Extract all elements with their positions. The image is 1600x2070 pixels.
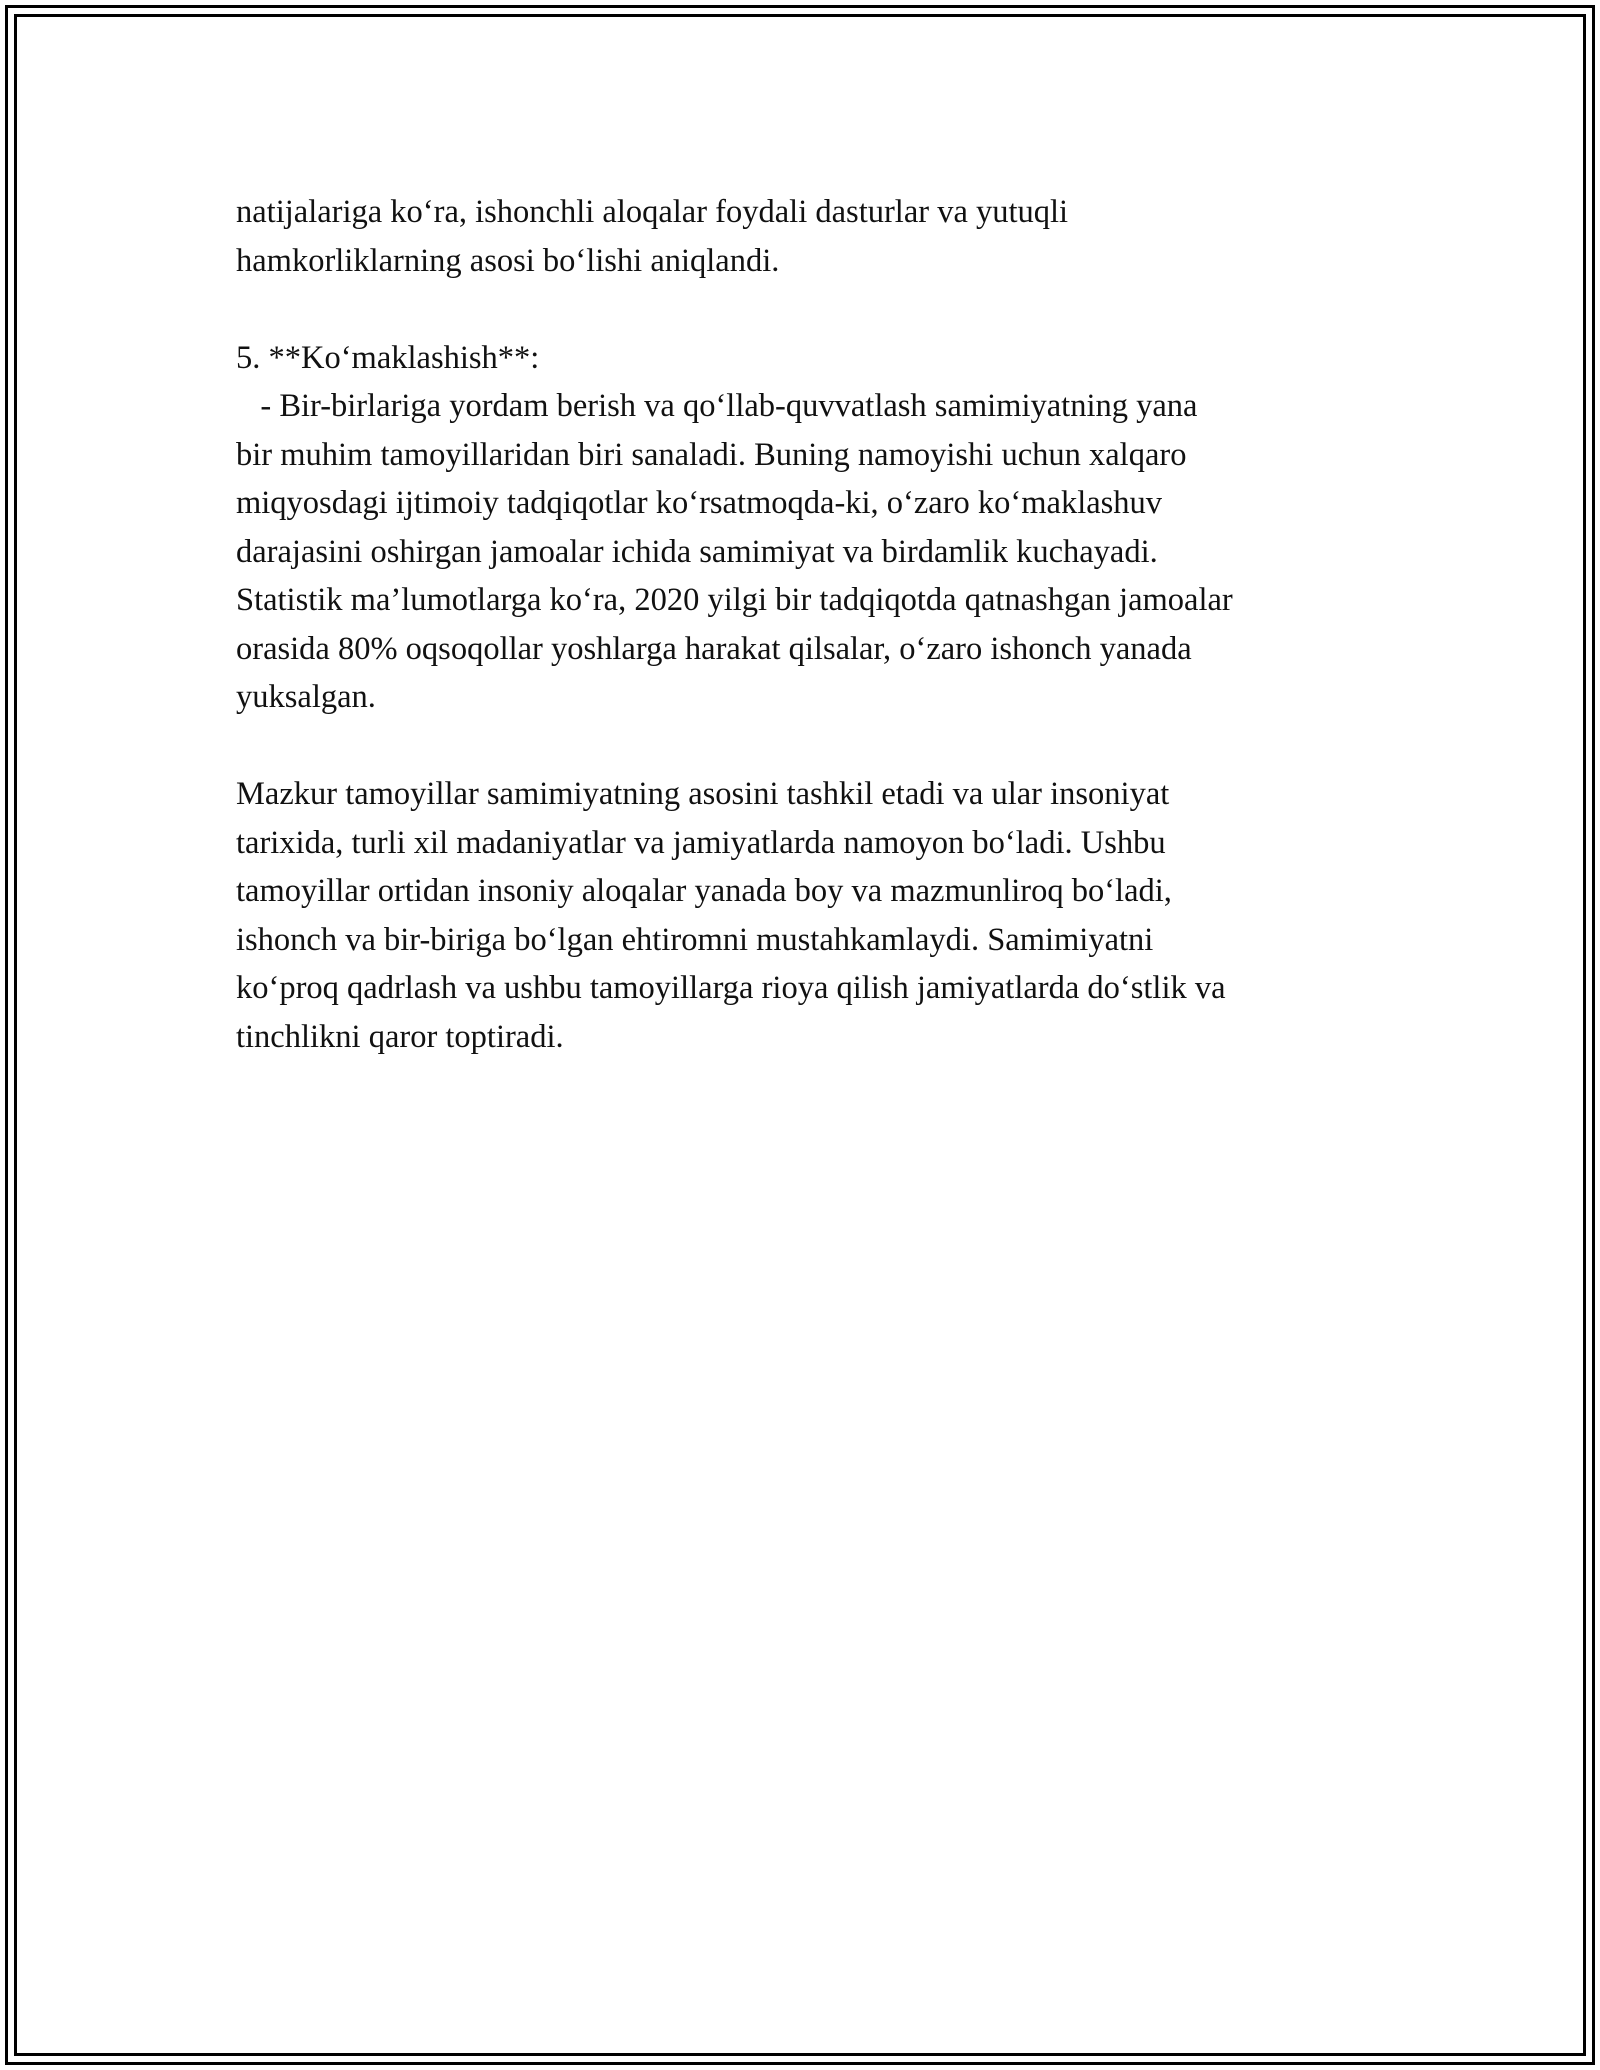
- text-line: tinchlikni qaror toptiradi.: [236, 1018, 564, 1055]
- text-line: ishonch va bir-biriga bo‘lgan ehtiromni mustahkamlaydi. Samimiyatni: [236, 921, 1154, 958]
- text-line: miqyosdagi ijtimoiy tadqiqotlar ko‘rsatmoqda-ki, o‘zaro ko‘maklashuv: [236, 485, 1163, 521]
- text-line: ko‘proq qadrlash va ushbu tamoyillarga rioya qilish jamiyatlarda do‘stlik va: [236, 970, 1226, 1006]
- text-line: tarixida, turli xil madaniyatlar va jamiyatlarda namoyon bo‘ladi. Ushbu: [236, 824, 1166, 861]
- section-5: [236, 334, 1416, 722]
- paragraph-spacer: [236, 722, 1416, 771]
- text-line: tamoyillar ortidan insoniy aloqalar yanada boy va mazmunliroq bo‘ladi,: [236, 873, 1172, 909]
- text-line: bir muhim tamoyillaridan biri sanaladi. Buning namoyishi uchun xalqaro: [236, 436, 1187, 473]
- paragraph-continuation: [236, 188, 1416, 285]
- text-line: hamkorliklarning asosi bo‘lishi aniqlandi.: [236, 242, 780, 279]
- paragraph-conclusion: [236, 770, 1416, 1061]
- text-line: yuksalgan.: [236, 679, 376, 715]
- text-line: orasida 80% oqsoqollar yoshlarga harakat qilsalar, o‘zaro ishonch yanada: [236, 630, 1192, 667]
- text-line: Mazkur tamoyillar samimiyatning asosini tashkil etadi va ular insoniyat: [236, 776, 1170, 812]
- document-body: [236, 188, 1416, 1061]
- text-line: darajasini oshirgan jamoalar ichida samimiyat va birdamlik kuchayadi.: [236, 533, 1158, 570]
- text-line: - Bir-birlariga yordam berish va qo‘llab-quvvatlash samimiyatning yana: [236, 388, 1198, 424]
- paragraph-spacer: [236, 285, 1416, 334]
- text-line: Statistik ma’lumotlarga ko‘ra, 2020 yilgi bir tadqiqotda qatnashgan jamoalar: [236, 582, 1233, 618]
- text-line: natijalariga ko‘ra, ishonchli aloqalar foydali dasturlar va yutuqli: [236, 194, 1069, 230]
- section-heading: 5. **Ko‘maklashish**:: [236, 339, 540, 376]
